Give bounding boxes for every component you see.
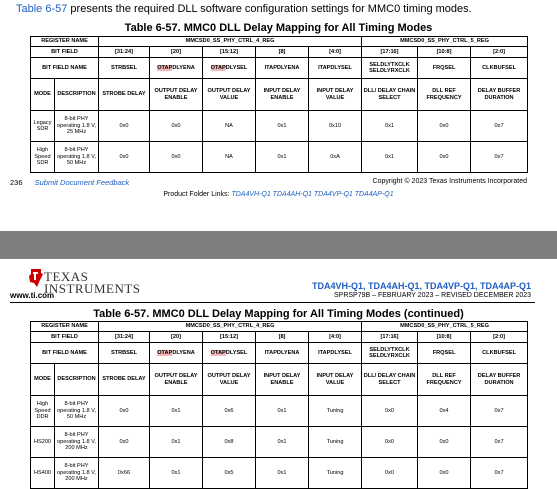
mode-cell: HS400 xyxy=(31,458,55,489)
bit-field-cell: [20] xyxy=(150,47,203,58)
value-cell: 0x1 xyxy=(362,142,418,173)
value-cell: 0x1 xyxy=(256,111,309,142)
value-cell: 0x0 xyxy=(150,111,203,142)
value-cell: Tuning xyxy=(309,458,362,489)
value-cell: 0x5 xyxy=(203,458,256,489)
reg5-header: MMCSD0_SS_PHY_CTRL_5_REG xyxy=(362,37,528,47)
value-cell: 0x7 xyxy=(471,396,528,427)
description-cell: 8-bit PHY operating 1.8 V, 50 MHz xyxy=(55,396,99,427)
value-cell: 0x66 xyxy=(99,458,150,489)
table-ref-link[interactable]: Table 6-57 xyxy=(16,3,68,15)
value-cell: 0x1 xyxy=(150,427,203,458)
part-numbers[interactable]: TDA4VH-Q1, TDA4AH-Q1, TDA4VP-Q1, TDA4AP-Q1 xyxy=(311,281,531,291)
value-cell: 0x10 xyxy=(309,111,362,142)
bit-field-name-header: BIT FIELD NAME xyxy=(31,58,99,79)
value-cell: 0x1 xyxy=(256,427,309,458)
bit-field-cell: [2:0] xyxy=(471,47,528,58)
value-cell: 0x1 xyxy=(150,396,203,427)
ti-wordmark xyxy=(44,271,141,295)
value-cell: 0x7 xyxy=(471,142,528,173)
field-description-cell: INPUT DELAY ENABLE xyxy=(256,364,309,396)
field-name-cell: SELDLYTXCLK SELDLYRXCLK xyxy=(362,58,418,79)
document-revision: SPRSP79B – FEBRUARY 2023 – REVISED DECEMBER 2023 xyxy=(334,292,531,299)
field-name-cell: CLKBUFSEL xyxy=(471,343,528,364)
field-name-cell xyxy=(150,58,203,79)
field-description-cell: DLL REF FREQUENCY xyxy=(418,79,471,111)
value-cell: 0x0 xyxy=(418,142,471,173)
field-name-cell: ITAPDLYENA xyxy=(256,343,309,364)
field-name-rest: DLYSEL xyxy=(225,349,248,356)
description-header: DESCRIPTION xyxy=(55,364,99,396)
bit-field-cell: [8] xyxy=(256,47,309,58)
value-cell: 0x1 xyxy=(256,142,309,173)
bit-field-cell: [8] xyxy=(256,332,309,343)
value-cell: 0x0 xyxy=(418,427,471,458)
submit-feedback-link[interactable]: Submit Document Feedback xyxy=(34,178,130,187)
field-description-cell: DLL REF FREQUENCY xyxy=(418,364,471,396)
value-cell: 0x6 xyxy=(203,396,256,427)
table-title-top: Table 6-57. MMC0 DLL Delay Mapping for All Timing Modes xyxy=(124,22,433,34)
mode-cell: High Speed DDR xyxy=(31,396,55,427)
field-description-cell: DLL/ DELAY CHAIN SELECT xyxy=(362,364,418,396)
product-folder-links xyxy=(0,191,557,198)
value-cell: 0x1 xyxy=(256,458,309,489)
field-description-cell: STROBE DELAY xyxy=(99,79,150,111)
field-description-cell: DELAY BUFFER DURATION xyxy=(471,79,528,111)
bit-field-cell: [4:0] xyxy=(309,332,362,343)
field-description-cell: INPUT DELAY VALUE xyxy=(309,79,362,111)
bit-field-cell: [15:12] xyxy=(203,47,256,58)
description-cell: 8-bit PHY operating 1.8 V, 25 MHz xyxy=(55,111,99,142)
value-cell: 0x0 xyxy=(418,458,471,489)
field-name-cell: STRBSEL xyxy=(99,58,150,79)
page-gap xyxy=(0,231,557,259)
value-cell: 0x7 xyxy=(471,427,528,458)
bit-field-cell: [20] xyxy=(150,332,203,343)
reg4-header: MMCSD0_SS_PHY_CTRL_4_REG xyxy=(99,322,362,332)
field-name-cell xyxy=(150,343,203,364)
intro-rest: presents the required DLL software configuration settings for MMC0 timing modes. xyxy=(67,3,472,15)
field-description-cell: INPUT DELAY VALUE xyxy=(309,364,362,396)
field-description-cell: OUTPUT DELAY ENABLE xyxy=(150,364,203,396)
bit-field-cell: [17:16] xyxy=(362,332,418,343)
mode-cell: HS200 xyxy=(31,427,55,458)
field-description-cell: DELAY BUFFER DURATION xyxy=(471,364,528,396)
field-description-cell: INPUT DELAY ENABLE xyxy=(256,79,309,111)
footer-left xyxy=(10,178,129,187)
description-cell: 8-bit PHY operating 1.8 V, 200 MHz xyxy=(55,458,99,489)
value-cell: 0x0 xyxy=(150,142,203,173)
bit-field-name-header: BIT FIELD NAME xyxy=(31,343,99,364)
value-cell: 0xA xyxy=(309,142,362,173)
bit-field-cell: [31:24] xyxy=(99,47,150,58)
register-name-header: REGISTER NAME xyxy=(31,322,99,332)
value-cell: NA xyxy=(203,142,256,173)
field-name-cell xyxy=(203,343,256,364)
field-name-cell: ITAPDLYENA xyxy=(256,58,309,79)
field-description-cell: DLL/ DELAY CHAIN SELECT xyxy=(362,79,418,111)
field-name-cell: SELDLYTXCLK SELDLYRXCLK xyxy=(362,343,418,364)
register-name-header: REGISTER NAME xyxy=(31,37,99,47)
value-cell: 0x0 xyxy=(99,111,150,142)
description-cell: 8-bit PHY operating 1.8 V, 200 MHz xyxy=(55,427,99,458)
table-row xyxy=(31,427,528,458)
field-name-cell: ITAPDLYSEL xyxy=(309,343,362,364)
field-name-cell: ITAPDLYSEL xyxy=(309,58,362,79)
description-cell: 8-bit PHY operating 1.8 V, 50 MHz xyxy=(55,142,99,173)
bit-field-cell: [10:8] xyxy=(418,332,471,343)
table-title-bottom: Table 6-57. MMC0 DLL Delay Mapping for All Timing Modes (continued) xyxy=(93,308,464,320)
value-cell: 0x0 xyxy=(99,396,150,427)
bit-field-cell: [31:24] xyxy=(99,332,150,343)
field-description-cell: STROBE DELAY xyxy=(99,364,150,396)
bit-field-cell: [15:12] xyxy=(203,332,256,343)
dll-table-bottom xyxy=(30,321,528,489)
value-cell: 0x1 xyxy=(362,111,418,142)
value-cell: NA xyxy=(203,111,256,142)
bit-field-header: BIT FIELD xyxy=(31,47,99,58)
value-cell: 0x0 xyxy=(418,111,471,142)
value-cell: 0x0 xyxy=(362,427,418,458)
ti-logo-icon xyxy=(28,268,44,288)
value-cell: 0x0 xyxy=(362,458,418,489)
field-name-cell: FRQSEL xyxy=(418,58,471,79)
folder-label: Product Folder Links: xyxy=(163,191,232,198)
field-description-cell: OUTPUT DELAY VALUE xyxy=(203,79,256,111)
field-description-cell: OUTPUT DELAY ENABLE xyxy=(150,79,203,111)
field-name-cell: FRQSEL xyxy=(418,343,471,364)
value-cell: 0x1 xyxy=(256,396,309,427)
value-cell: Tuning xyxy=(309,427,362,458)
bit-field-cell: [17:16] xyxy=(362,47,418,58)
value-cell: 0x8 xyxy=(203,427,256,458)
intro-text xyxy=(16,3,472,15)
table-row xyxy=(31,396,528,427)
value-cell: 0x4 xyxy=(418,396,471,427)
field-name-rest: DLYENA xyxy=(172,349,195,356)
description-header: DESCRIPTION xyxy=(55,79,99,111)
page-number: 236 xyxy=(10,178,23,187)
value-cell: 0x0 xyxy=(99,427,150,458)
bit-field-cell: [4:0] xyxy=(309,47,362,58)
value-cell: 0x7 xyxy=(471,458,528,489)
field-name-rest: DLYSEL xyxy=(225,64,248,71)
website[interactable]: www.ti.com xyxy=(10,291,55,300)
value-cell: 0x0 xyxy=(362,396,418,427)
bit-field-header: BIT FIELD xyxy=(31,332,99,343)
folder-links[interactable]: TDA4VH-Q1 TDA4AH-Q1 TDA4VP-Q1 TDA4AP-Q1 xyxy=(231,191,394,198)
table-row xyxy=(31,458,528,489)
value-cell: Tuning xyxy=(309,396,362,427)
header-rule xyxy=(10,302,535,303)
table-row xyxy=(31,111,528,142)
field-name-highlight: OTAP xyxy=(210,349,226,356)
field-description-cell: OUTPUT DELAY VALUE xyxy=(203,364,256,396)
table-row xyxy=(31,142,528,173)
value-cell: 0x1 xyxy=(150,458,203,489)
field-name-highlight: OTAP xyxy=(157,349,173,356)
mode-header: MODE xyxy=(31,79,55,111)
dll-table-top xyxy=(30,36,528,173)
field-name-highlight: OTAP xyxy=(157,64,173,71)
reg5-header: MMCSD0_SS_PHY_CTRL_5_REG xyxy=(362,322,528,332)
field-name-cell: CLKBUFSEL xyxy=(471,58,528,79)
mode-header: MODE xyxy=(31,364,55,396)
mode-cell: High Speed SDR xyxy=(31,142,55,173)
copyright: Copyright © 2023 Texas Instruments Incorporated xyxy=(372,178,527,185)
reg4-header: MMCSD0_SS_PHY_CTRL_4_REG xyxy=(99,37,362,47)
field-name-cell xyxy=(203,58,256,79)
field-name-highlight: OTAP xyxy=(210,64,226,71)
page-top xyxy=(0,0,557,231)
bit-field-cell: [2:0] xyxy=(471,332,528,343)
brand-line2: INSTRUMENTS xyxy=(44,281,141,296)
value-cell: 0x0 xyxy=(99,142,150,173)
field-name-rest: DLYENA xyxy=(172,64,195,71)
value-cell: 0x7 xyxy=(471,111,528,142)
field-name-cell: STRBSEL xyxy=(99,343,150,364)
bit-field-cell: [10:8] xyxy=(418,47,471,58)
brand-line1: TEXAS xyxy=(44,269,89,284)
mode-cell: Legacy SDR xyxy=(31,111,55,142)
